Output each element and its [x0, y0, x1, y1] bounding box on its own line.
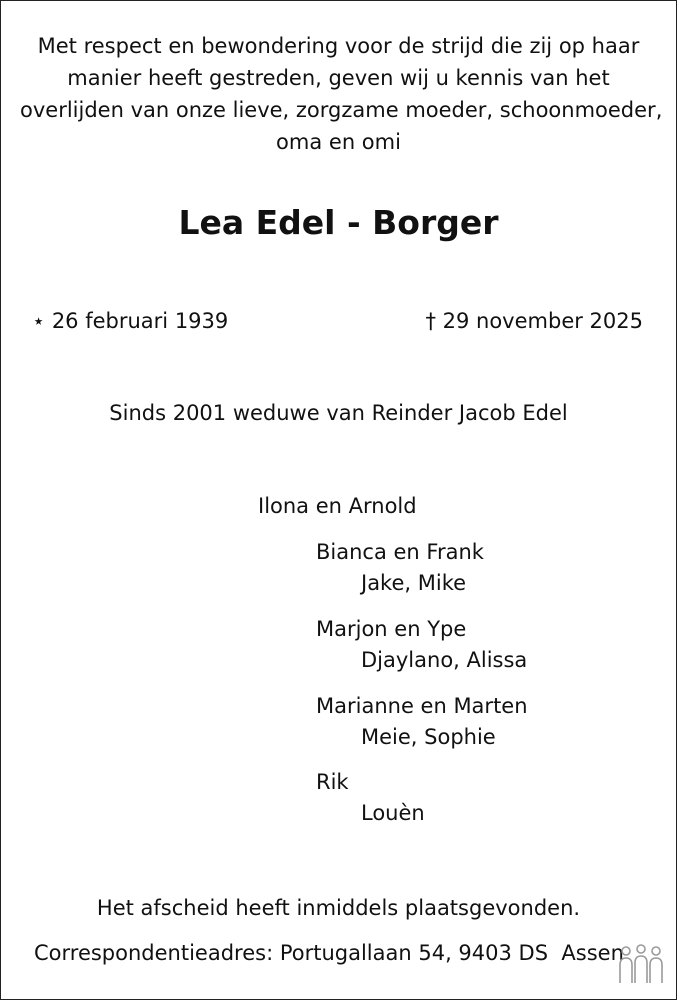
intro-text [20, 30, 663, 158]
widow-line: Sinds 2001 weduwe van Reinder Jacob Edel [109, 401, 568, 425]
farewell-line: Het afscheid heeft inmiddels plaatsgevonden. [96, 896, 581, 920]
intro-line: overlijden van onze lieve, zorgzame moeder, schoonmoeder, [20, 98, 663, 122]
correspondence-address: Correspondentieadres: Portugallaan 54, 9403 DS Assen [34, 941, 624, 965]
intro-line: manier heeft gestreden, geven wij u kennis van het [67, 66, 610, 90]
family-couple: Marjon en Ype [316, 617, 467, 641]
family-couple: Marianne en Marten [316, 694, 528, 718]
intro-line: oma en omi [276, 130, 401, 154]
family-kids: Jake, Mike [361, 571, 467, 595]
people-group-icon [618, 943, 664, 987]
deceased-name: Lea Edel - Borger [178, 203, 499, 242]
intro-line: Met respect en bewondering voor de strijd die zij op haar [37, 34, 640, 58]
family-kids: Djaylano, Alissa [361, 648, 528, 672]
family-couple: Rik [316, 770, 349, 794]
family-kids: Meie, Sophie [361, 725, 496, 749]
birth-date: ⋆ 26 februari 1939 [32, 309, 229, 333]
family-kids: Louèn [361, 801, 425, 825]
death-date: † 29 november 2025 [425, 309, 643, 333]
family-parent: Ilona en Arnold [258, 494, 417, 518]
family-couple: Bianca en Frank [316, 540, 484, 564]
